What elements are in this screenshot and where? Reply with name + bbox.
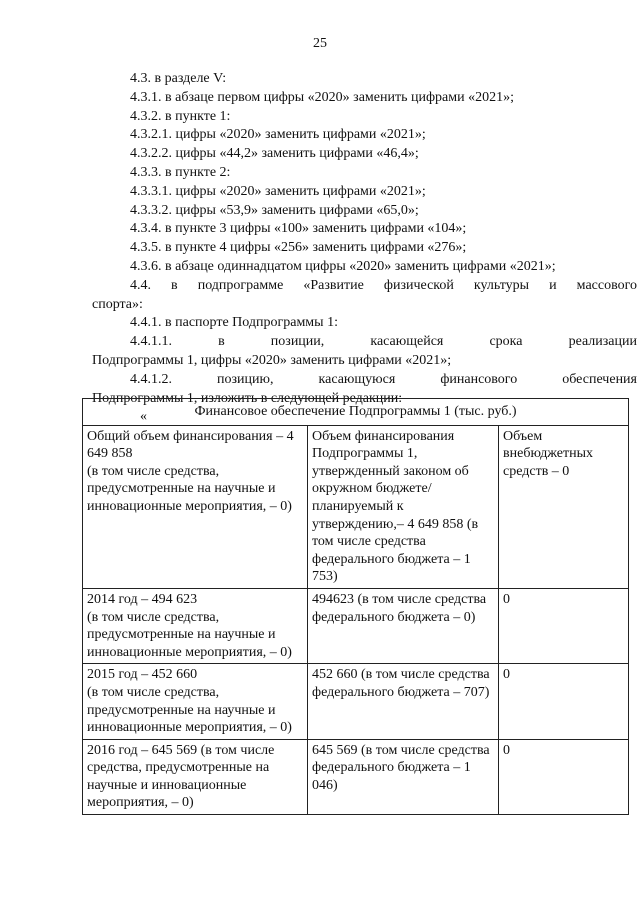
paragraph: 4.3.2.1. цифры «2020» заменить цифрами «2021»;: [130, 127, 426, 143]
body-text: [92, 70, 637, 427]
paragraph: 4.3.2.2. цифры «44,2» заменить цифрами «46,4»;: [130, 146, 419, 162]
paragraph: 4.3. в разделе V:: [130, 71, 227, 86]
table-cell: 2014 год – 494 623 (в том числе средства, предусмотренные на научные и инновационные мероприятия, – 0): [83, 588, 308, 663]
table-cell: 0: [499, 739, 629, 814]
paragraph: 4.3.3.1. цифры «2020» заменить цифрами «2021»;: [130, 183, 426, 199]
table-cell: 0: [499, 588, 629, 663]
paragraph: 4.3.6. в абзаце одиннадцатом цифры «2020» заменить цифрами «2021»;: [130, 258, 556, 274]
table-cell: Общий объем финансирования – 4 649 858 (в том числе средства, предусмотренные на научные и инновационные мероприятия, – 0): [83, 425, 308, 588]
paragraph-continuation: спорта»:: [92, 296, 143, 312]
paragraph: 4.3.2. в пункте 1:: [130, 108, 231, 124]
page-number: 25: [313, 36, 327, 51]
table-cell: Объем финансирования Подпрограммы 1, утвержденный законом об окружном бюджете/ планируемый к утверждению,– 4 649 858 (в том числе средства федерального бюджета – 1 753): [308, 425, 499, 588]
table-header-row: [83, 399, 629, 426]
paragraph: 4.3.4. в пункте 3 цифры «100» заменить цифрами «104»;: [130, 221, 467, 237]
table-cell: 452 660 (в том числе средства федерального бюджета – 707): [308, 664, 499, 739]
paragraph: 4.3.3.2. цифры «53,9» заменить цифрами «65,0»;: [130, 202, 419, 218]
table-row: [83, 664, 629, 739]
table-cell: 0: [499, 664, 629, 739]
paragraph-continuation: Подпрограммы 1, цифры «2020» заменить цифрами «2021»;: [92, 352, 452, 368]
paragraph: 4.3.1. в абзаце первом цифры «2020» заменить цифрами «2021»;: [130, 89, 514, 105]
table-header: Финансовое обеспечение Подпрограммы 1 (тыс. руб.): [83, 399, 629, 426]
paragraph: 4.4.1.2. позицию, касающуюся финансового обеспечения: [130, 371, 637, 387]
financing-table: [82, 398, 629, 815]
table-cell: 494623 (в том числе средства федерального бюджета – 0): [308, 588, 499, 663]
table-row: [83, 425, 629, 588]
paragraph-continuation: Подпрограммы 1, изложить в следующей редакции:: [92, 390, 403, 406]
table-row: [83, 739, 629, 814]
table-row: [83, 588, 629, 663]
paragraph: 4.3.5. в пункте 4 цифры «256» заменить цифрами «276»;: [130, 240, 467, 256]
table-cell: 2016 год – 645 569 (в том числе средства, предусмотренные на научные и инновационные мероприятия, – 0): [83, 739, 308, 814]
opening-quote: «: [140, 409, 147, 425]
paragraph: 4.3.3. в пункте 2:: [130, 164, 231, 180]
table-cell: 645 569 (в том числе средства федерального бюджета – 1 046): [308, 739, 499, 814]
paragraph: 4.4.1. в паспорте Подпрограммы 1:: [130, 315, 338, 331]
table-cell: Объем внебюджетных средств – 0: [499, 425, 629, 588]
paragraph: 4.4.1.1. в позиции, касающейся срока реализации: [130, 334, 637, 350]
paragraph: 4.4. в подпрограмме «Развитие физической культуры и массового: [130, 277, 637, 293]
table-cell: 2015 год – 452 660 (в том числе средства, предусмотренные на научные и инновационные мероприятия, – 0): [83, 664, 308, 739]
